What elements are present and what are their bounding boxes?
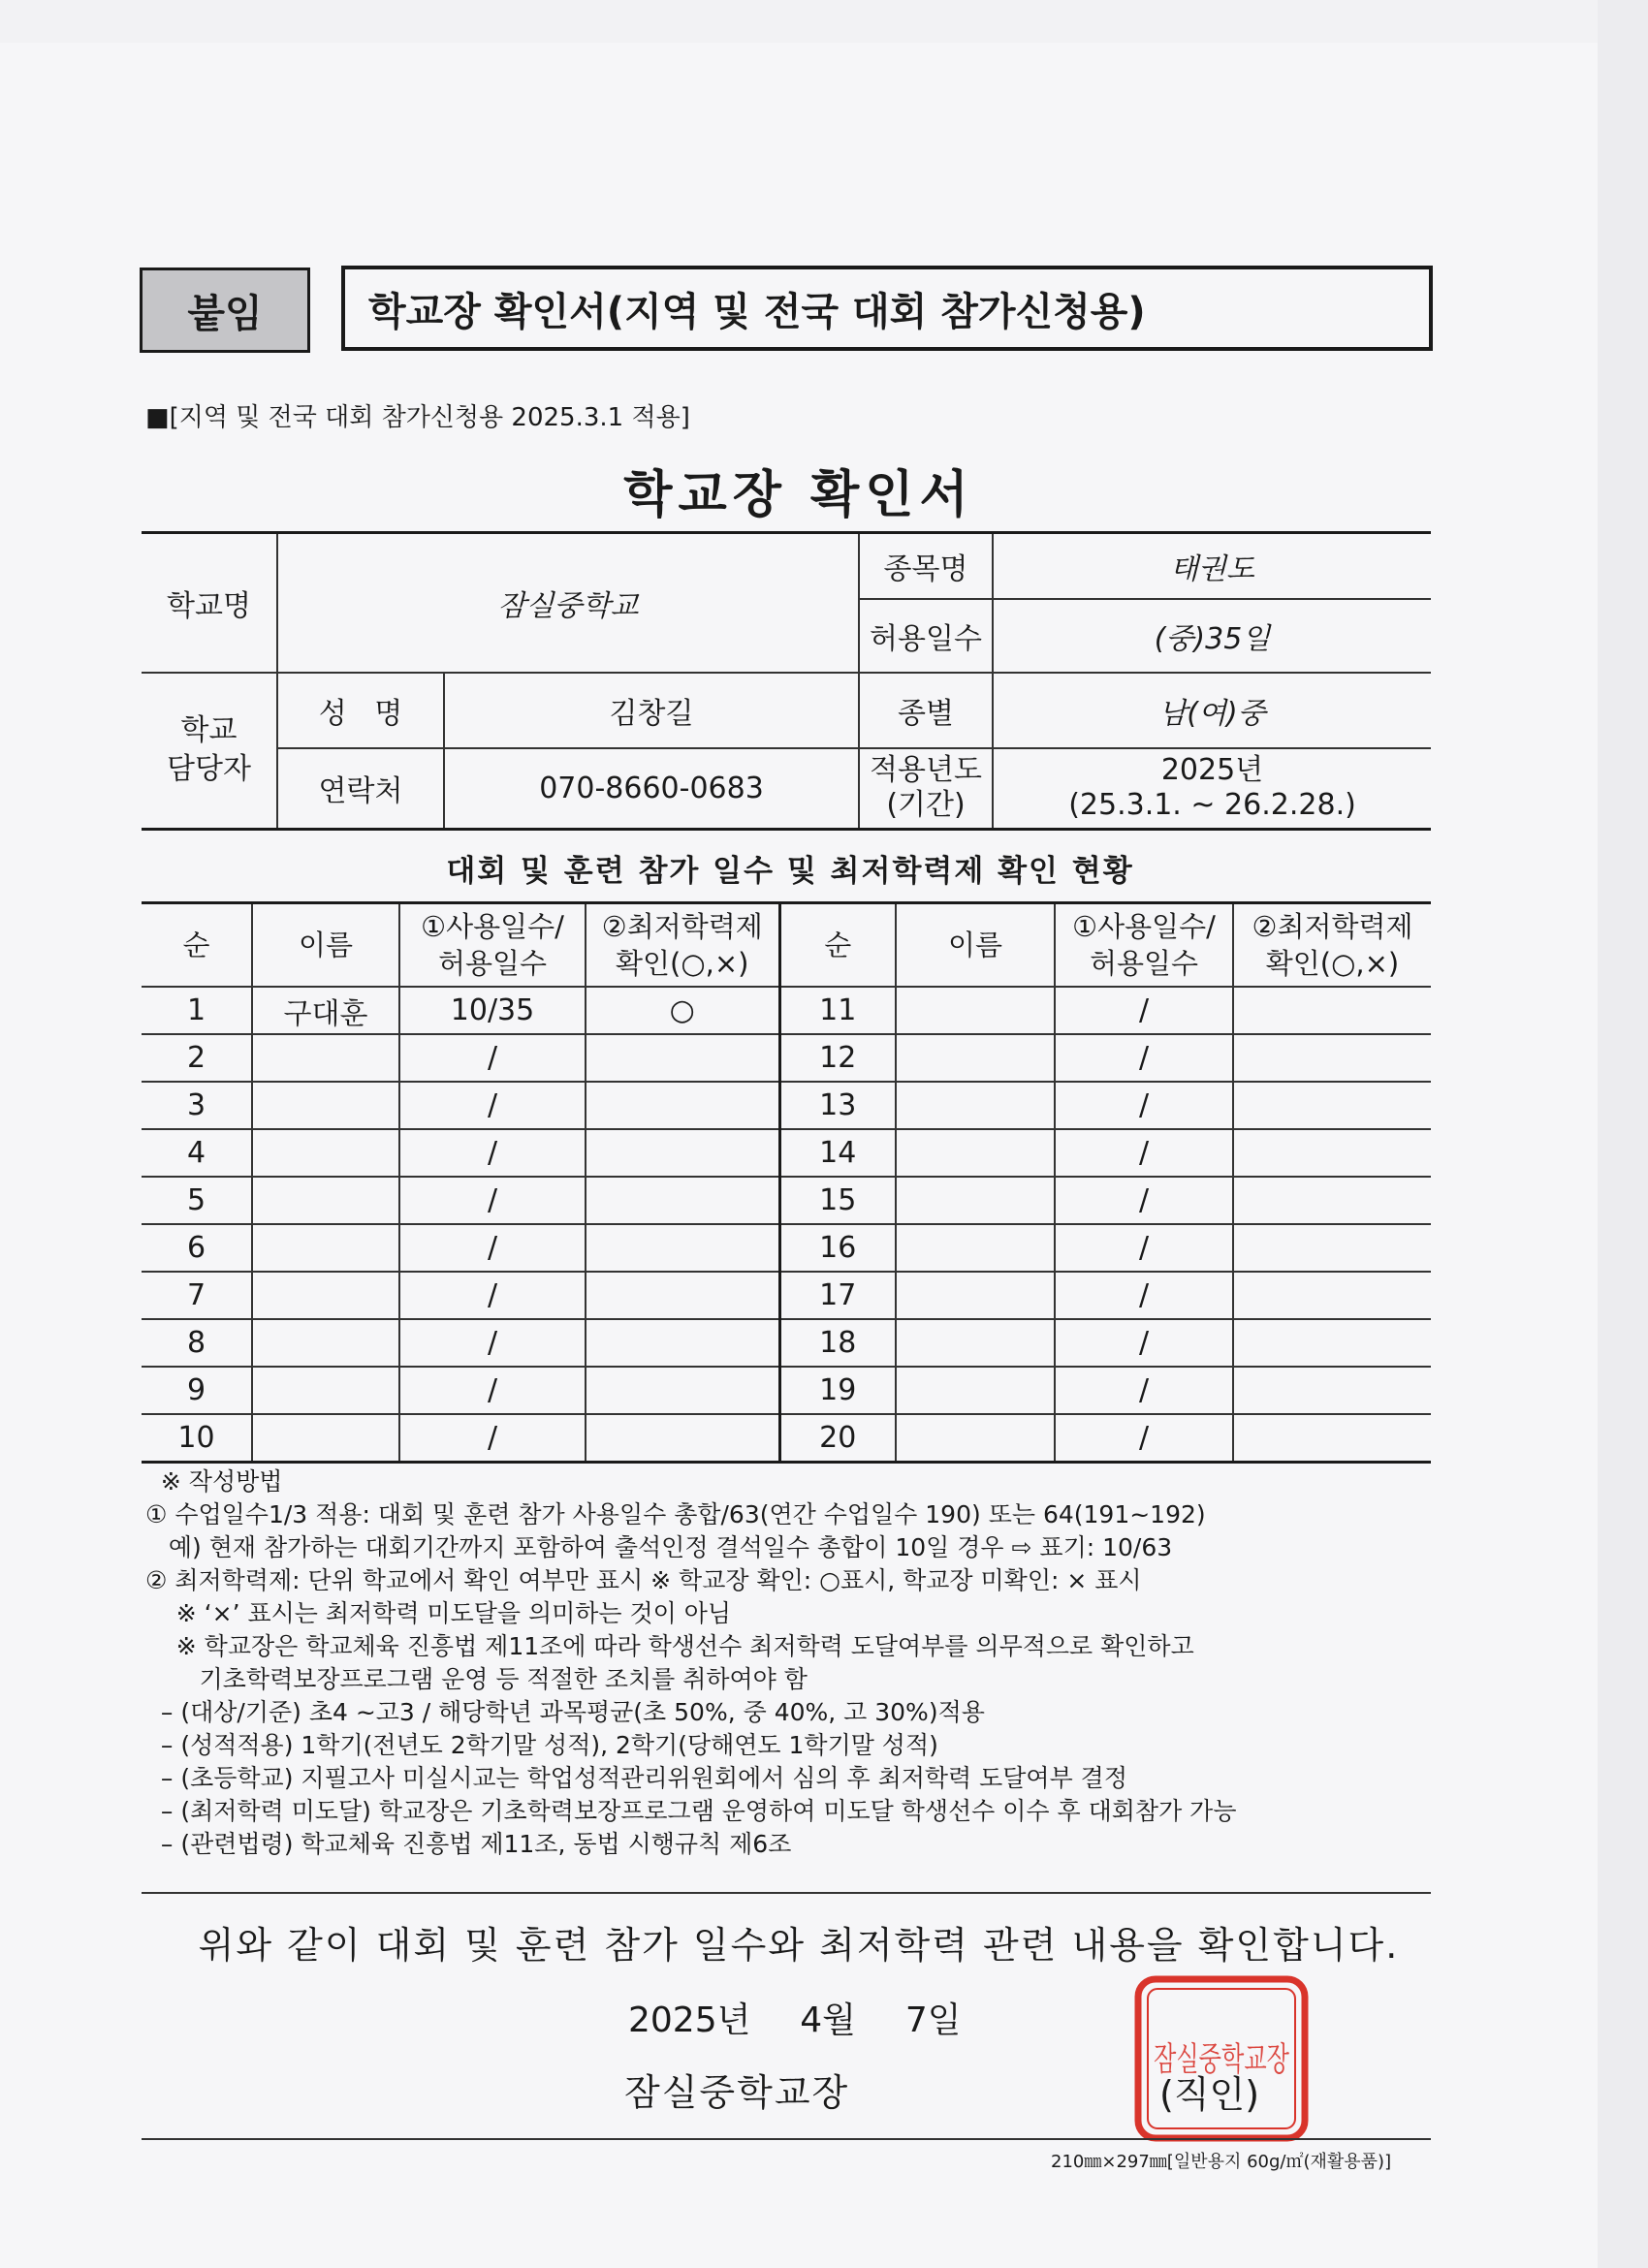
cell-name — [896, 1034, 1055, 1082]
form-heading: 학교장 확인서(지역 및 전국 대회 참가신청용) — [341, 266, 1433, 351]
cell-days: / — [399, 1367, 586, 1414]
cell-name — [896, 1177, 1055, 1224]
instruction-line: – (초등학교) 지필고사 미실시교는 학업성적관리위원회에서 심의 후 최저학력 도달여부 결정 — [145, 1764, 1127, 1792]
cell-days: / — [1055, 1129, 1233, 1177]
cell-name — [896, 1082, 1055, 1129]
paper-spec: 210㎜×297㎜[일반용지 60g/㎡(재활용품)] — [1051, 2152, 1392, 2172]
cell-no: 17 — [779, 1272, 896, 1319]
instruction-line: 기초학력보장프로그램 운영 등 적절한 조치를 취하여야 함 — [145, 1665, 808, 1693]
cell-no: 1 — [142, 987, 252, 1034]
cell-days: / — [399, 1034, 586, 1082]
cell-check — [586, 1414, 779, 1463]
cell-days: / — [399, 1272, 586, 1319]
contact-label: 연락처 — [277, 748, 444, 830]
staff-name-value: 김창길 — [444, 673, 859, 748]
year-value: 2025년 (25.3.1. ~ 26.2.28.) — [993, 748, 1431, 830]
col-header-name: 이름 — [896, 903, 1055, 988]
cell-name — [896, 1414, 1055, 1463]
cell-name — [252, 1414, 399, 1463]
cell-check — [1233, 987, 1431, 1034]
writing-instructions — [145, 1465, 1444, 1861]
cell-check — [1233, 1272, 1431, 1319]
instruction-line: ※ ‘×’ 표시는 최저학력 미도달을 의미하는 것이 아님 — [145, 1599, 732, 1627]
sport-label: 종목명 — [859, 533, 993, 599]
cell-name — [896, 1129, 1055, 1177]
cell-check — [586, 1367, 779, 1414]
cell-days: / — [1055, 1177, 1233, 1224]
cell-days: / — [1055, 1414, 1233, 1463]
table-row — [142, 1177, 1431, 1224]
category-value: 남(여)중 — [993, 673, 1431, 748]
participation-table — [142, 901, 1431, 1464]
document-title: 학교장 확인서 — [623, 466, 974, 524]
staff-name-label: 성 명 — [277, 673, 444, 748]
cell-check — [1233, 1129, 1431, 1177]
cell-days: / — [1055, 1082, 1233, 1129]
cell-name — [252, 1224, 399, 1272]
cell-name — [252, 1319, 399, 1367]
cell-no: 7 — [142, 1272, 252, 1319]
table-row — [142, 1129, 1431, 1177]
cell-no: 3 — [142, 1082, 252, 1129]
cell-days: / — [1055, 1367, 1233, 1414]
col-header-days: ①사용일수/ 허용일수 — [399, 903, 586, 988]
cell-no: 14 — [779, 1129, 896, 1177]
cell-check — [586, 1082, 779, 1129]
cell-check — [586, 1319, 779, 1367]
cell-no: 2 — [142, 1034, 252, 1082]
cell-check — [1233, 1177, 1431, 1224]
cell-name — [896, 1367, 1055, 1414]
instruction-line: ※ 작성방법 — [145, 1467, 283, 1496]
attachment-tag: 붙임 — [140, 268, 310, 353]
col-header-check: ②최저학력제 확인(○,×) — [1233, 903, 1431, 988]
divider — [142, 2138, 1431, 2140]
cell-no: 18 — [779, 1319, 896, 1367]
table-row — [142, 1272, 1431, 1319]
cell-no: 6 — [142, 1224, 252, 1272]
instruction-line: – (성적적용) 1학기(전년도 2학기말 성적), 2학기(당해연도 1학기말 성적) — [145, 1731, 938, 1759]
year-label: 적용년도 (기간) — [859, 748, 993, 830]
cell-name — [252, 1272, 399, 1319]
cell-name — [252, 1082, 399, 1129]
cell-name — [252, 1034, 399, 1082]
category-label: 종별 — [859, 673, 993, 748]
form-version-note: ■[지역 및 전국 대회 참가신청용 2025.3.1 적용] — [145, 403, 690, 432]
cell-days: / — [1055, 1319, 1233, 1367]
table-row — [142, 1319, 1431, 1367]
table-row — [142, 987, 1431, 1034]
instruction-line: – (대상/기준) 초4 ~고3 / 해당학년 과목평균(초 50%, 중 40%, 고 30%)적용 — [145, 1698, 985, 1726]
instruction-line: ② 최저학력제: 단위 학교에서 확인 여부만 표시 ※ 학교장 확인: ○표시, 학교장 미확인: × 표시 — [145, 1566, 1142, 1594]
cell-check — [1233, 1367, 1431, 1414]
staff-label: 학교 담당자 — [142, 673, 277, 830]
school-info-table — [142, 531, 1431, 831]
cell-check — [586, 1224, 779, 1272]
cell-no: 15 — [779, 1177, 896, 1224]
cell-name — [252, 1177, 399, 1224]
cell-check — [1233, 1319, 1431, 1367]
instruction-line: ※ 학교장은 학교체육 진흥법 제11조에 따라 학생선수 최저학력 도달여부를 의무적으로 확인하고 — [145, 1632, 1194, 1660]
confirmation-statement: 위와 같이 대회 및 훈련 참가 일수와 최저학력 관련 내용을 확인합니다. — [198, 1924, 1400, 1967]
cell-name — [896, 1224, 1055, 1272]
instruction-line: – (최저학력 미도달) 학교장은 기초학력보장프로그램 운영하여 미도달 학생선수 이수 후 대회참가 가능 — [145, 1797, 1237, 1825]
instruction-line: ① 수업일수1/3 적용: 대회 및 훈련 참가 사용일수 총합/63(연간 수업일수 190) 또는 64(191~192) — [145, 1500, 1206, 1528]
cell-check — [586, 1034, 779, 1082]
col-header-days: ①사용일수/ 허용일수 — [1055, 903, 1233, 988]
cell-days: / — [1055, 1272, 1233, 1319]
cell-no: 10 — [142, 1414, 252, 1463]
official-seal — [1132, 1973, 1311, 2144]
cell-days: / — [399, 1319, 586, 1367]
cell-check — [586, 1129, 779, 1177]
signing-date: 2025년 4월 7일 — [628, 2000, 962, 2040]
col-header-check: ②최저학력제 확인(○,×) — [586, 903, 779, 988]
svg-text:잠실중학교장: 잠실중학교장 — [1154, 2040, 1290, 2079]
allowed-days-label: 허용일수 — [859, 599, 993, 673]
cell-name — [896, 1272, 1055, 1319]
col-header-no: 순 — [142, 903, 252, 988]
cell-no: 5 — [142, 1177, 252, 1224]
allowed-days-value: (중)35일 — [993, 599, 1431, 673]
col-header-name: 이름 — [252, 903, 399, 988]
status-section-heading: 대회 및 훈련 참가 일수 및 최저학력제 확인 현황 — [446, 854, 1134, 889]
cell-no: 4 — [142, 1129, 252, 1177]
cell-name: 구대훈 — [252, 987, 399, 1034]
cell-days: / — [1055, 1224, 1233, 1272]
cell-days: / — [399, 1224, 586, 1272]
instruction-line: 예) 현재 참가하는 대회기간까지 포함하여 출석인정 결석일수 총합이 10일 경우 ⇨ 표기: 10/63 — [145, 1533, 1173, 1561]
cell-days: / — [399, 1082, 586, 1129]
table-row — [142, 1224, 1431, 1272]
cell-check: ○ — [586, 987, 779, 1034]
cell-check — [586, 1177, 779, 1224]
cell-days: / — [399, 1129, 586, 1177]
school-name-label: 학교명 — [142, 533, 277, 673]
cell-days: / — [399, 1414, 586, 1463]
cell-no: 16 — [779, 1224, 896, 1272]
cell-check — [586, 1272, 779, 1319]
cell-no: 9 — [142, 1367, 252, 1414]
principal-signature-line: 잠실중학교장 — [624, 2071, 850, 2114]
instruction-line: – (관련법령) 학교체육 진흥법 제11조, 동법 시행규칙 제6조 — [145, 1830, 792, 1858]
table-row — [142, 1082, 1431, 1129]
seal-label: (직인) — [1159, 2073, 1260, 2116]
cell-days: / — [1055, 1034, 1233, 1082]
cell-days: / — [1055, 987, 1233, 1034]
cell-no: 11 — [779, 987, 896, 1034]
divider — [142, 1892, 1431, 1894]
cell-no: 13 — [779, 1082, 896, 1129]
school-name-value: 잠실중학교 — [277, 533, 859, 673]
cell-check — [1233, 1034, 1431, 1082]
cell-name — [896, 1319, 1055, 1367]
table-row — [142, 1414, 1431, 1463]
cell-name — [896, 987, 1055, 1034]
table-row — [142, 1034, 1431, 1082]
sport-value: 태권도 — [993, 533, 1431, 599]
cell-days: 10/35 — [399, 987, 586, 1034]
cell-days: / — [399, 1177, 586, 1224]
cell-no: 19 — [779, 1367, 896, 1414]
cell-check — [1233, 1224, 1431, 1272]
table-row — [142, 1367, 1431, 1414]
cell-no: 20 — [779, 1414, 896, 1463]
cell-no: 8 — [142, 1319, 252, 1367]
contact-value: 070-8660-0683 — [444, 748, 859, 830]
cell-name — [252, 1129, 399, 1177]
col-header-no: 순 — [779, 903, 896, 988]
scan-edge — [1598, 0, 1648, 2268]
cell-no: 12 — [779, 1034, 896, 1082]
cell-check — [1233, 1082, 1431, 1129]
cell-check — [1233, 1414, 1431, 1463]
cell-name — [252, 1367, 399, 1414]
